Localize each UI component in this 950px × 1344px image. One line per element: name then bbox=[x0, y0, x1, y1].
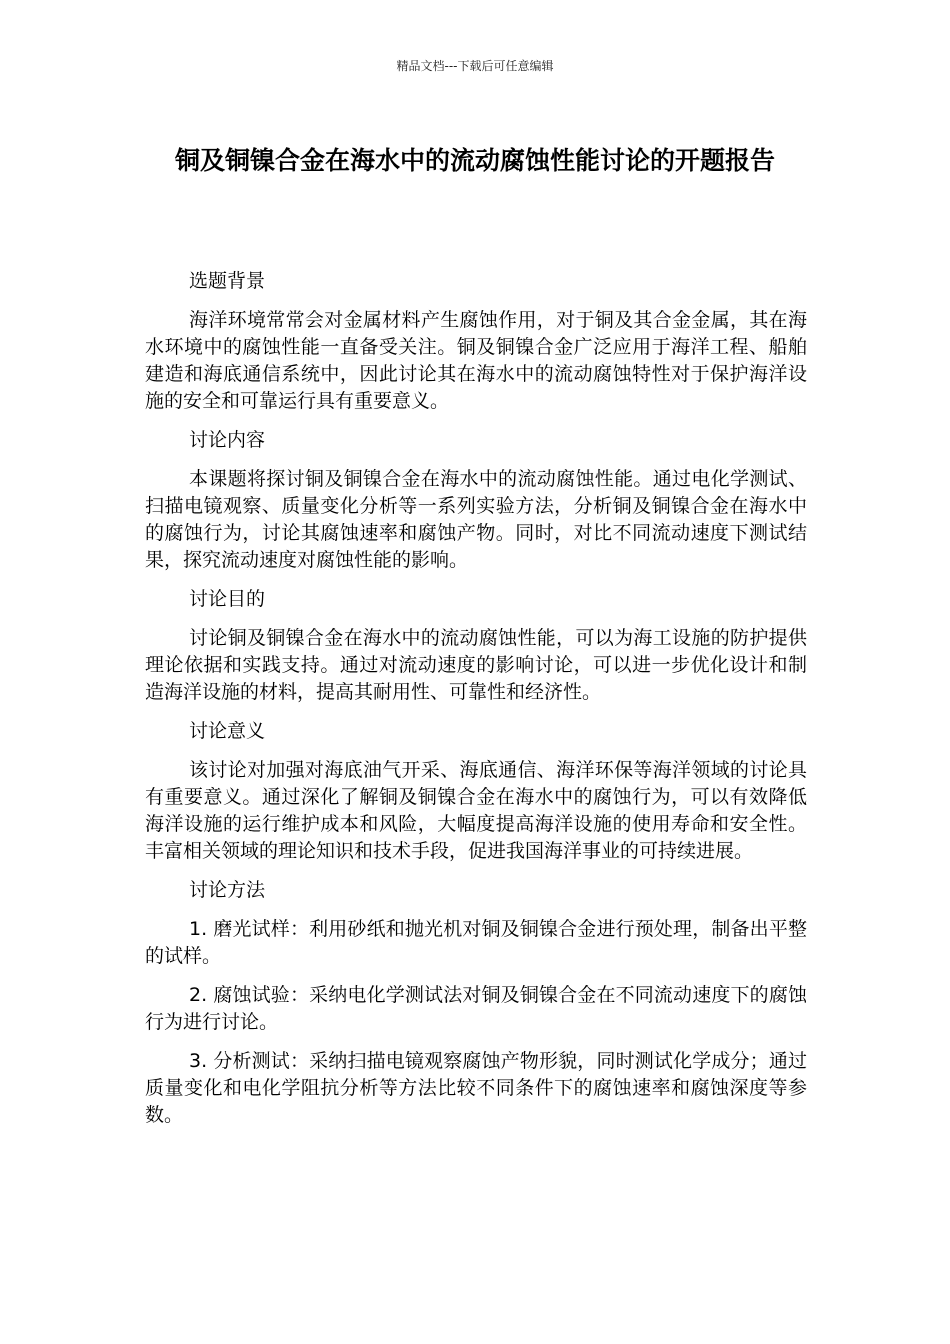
section-methods bbox=[145, 877, 807, 1129]
section-purpose bbox=[145, 586, 807, 706]
section-heading: 讨论目的 bbox=[189, 588, 266, 610]
method-item: 2. 腐蚀试验：采纳电化学测试法对铜及铜镍合金在不同流动速度下的腐蚀行为进行讨论。 bbox=[145, 984, 807, 1033]
section-heading: 讨论内容 bbox=[189, 429, 266, 451]
section-background bbox=[145, 268, 807, 415]
section-paragraph: 该讨论对加强对海底油气开采、海底通信、海洋环保等海洋领域的讨论具有重要意义。通过深化了解铜及铜镍合金在海水中的腐蚀行为，可以有效降低海洋设施的运行维护成本和风险，大幅度提高海洋设施的使用寿命和安全性。丰富相关领域的理论知识和技术手段，促进我国海洋事业的可持续进展。 bbox=[145, 759, 807, 862]
section-heading: 选题背景 bbox=[189, 270, 266, 292]
section-content bbox=[145, 427, 807, 574]
section-paragraph: 讨论铜及铜镍合金在海水中的流动腐蚀性能，可以为海工设施的防护提供理论依据和实践支持。通过对流动速度的影响讨论，可以进一步优化设计和制造海洋设施的材料，提高其耐用性、可靠性和经济性。 bbox=[145, 627, 807, 703]
section-significance bbox=[145, 718, 807, 865]
method-item: 1. 磨光试样：利用砂纸和抛光机对铜及铜镍合金进行预处理，制备出平整的试样。 bbox=[145, 918, 807, 967]
section-paragraph: 本课题将探讨铜及铜镍合金在海水中的流动腐蚀性能。通过电化学测试、扫描电镜观察、质量变化分析等一系列实验方法，分析铜及铜镍合金在海水中的腐蚀行为，讨论其腐蚀速率和腐蚀产物。同时，对比不同流动速度下测试结果，探究流动速度对腐蚀性能的影响。 bbox=[145, 468, 807, 571]
method-item: 3. 分析测试：采纳扫描电镜观察腐蚀产物形貌，同时测试化学成分；通过质量变化和电化学阻抗分析等方法比较不同条件下的腐蚀速率和腐蚀深度等参数。 bbox=[145, 1050, 807, 1126]
section-heading: 讨论意义 bbox=[189, 720, 266, 742]
section-paragraph: 海洋环境常常会对金属材料产生腐蚀作用，对于铜及其合金金属，其在海水环境中的腐蚀性能一直备受关注。铜及铜镍合金广泛应用于海洋工程、船舶建造和海底通信系统中，因此讨论其在海水中的流动腐蚀特性对于保护海洋设施的安全和可靠运行具有重要意义。 bbox=[145, 309, 807, 412]
header-note: 精品文档---下载后可任意编辑 bbox=[396, 59, 554, 73]
document-title: 铜及铜镍合金在海水中的流动腐蚀性能讨论的开题报告 bbox=[174, 146, 775, 175]
section-heading: 讨论方法 bbox=[189, 879, 266, 901]
document-body bbox=[145, 268, 807, 1141]
